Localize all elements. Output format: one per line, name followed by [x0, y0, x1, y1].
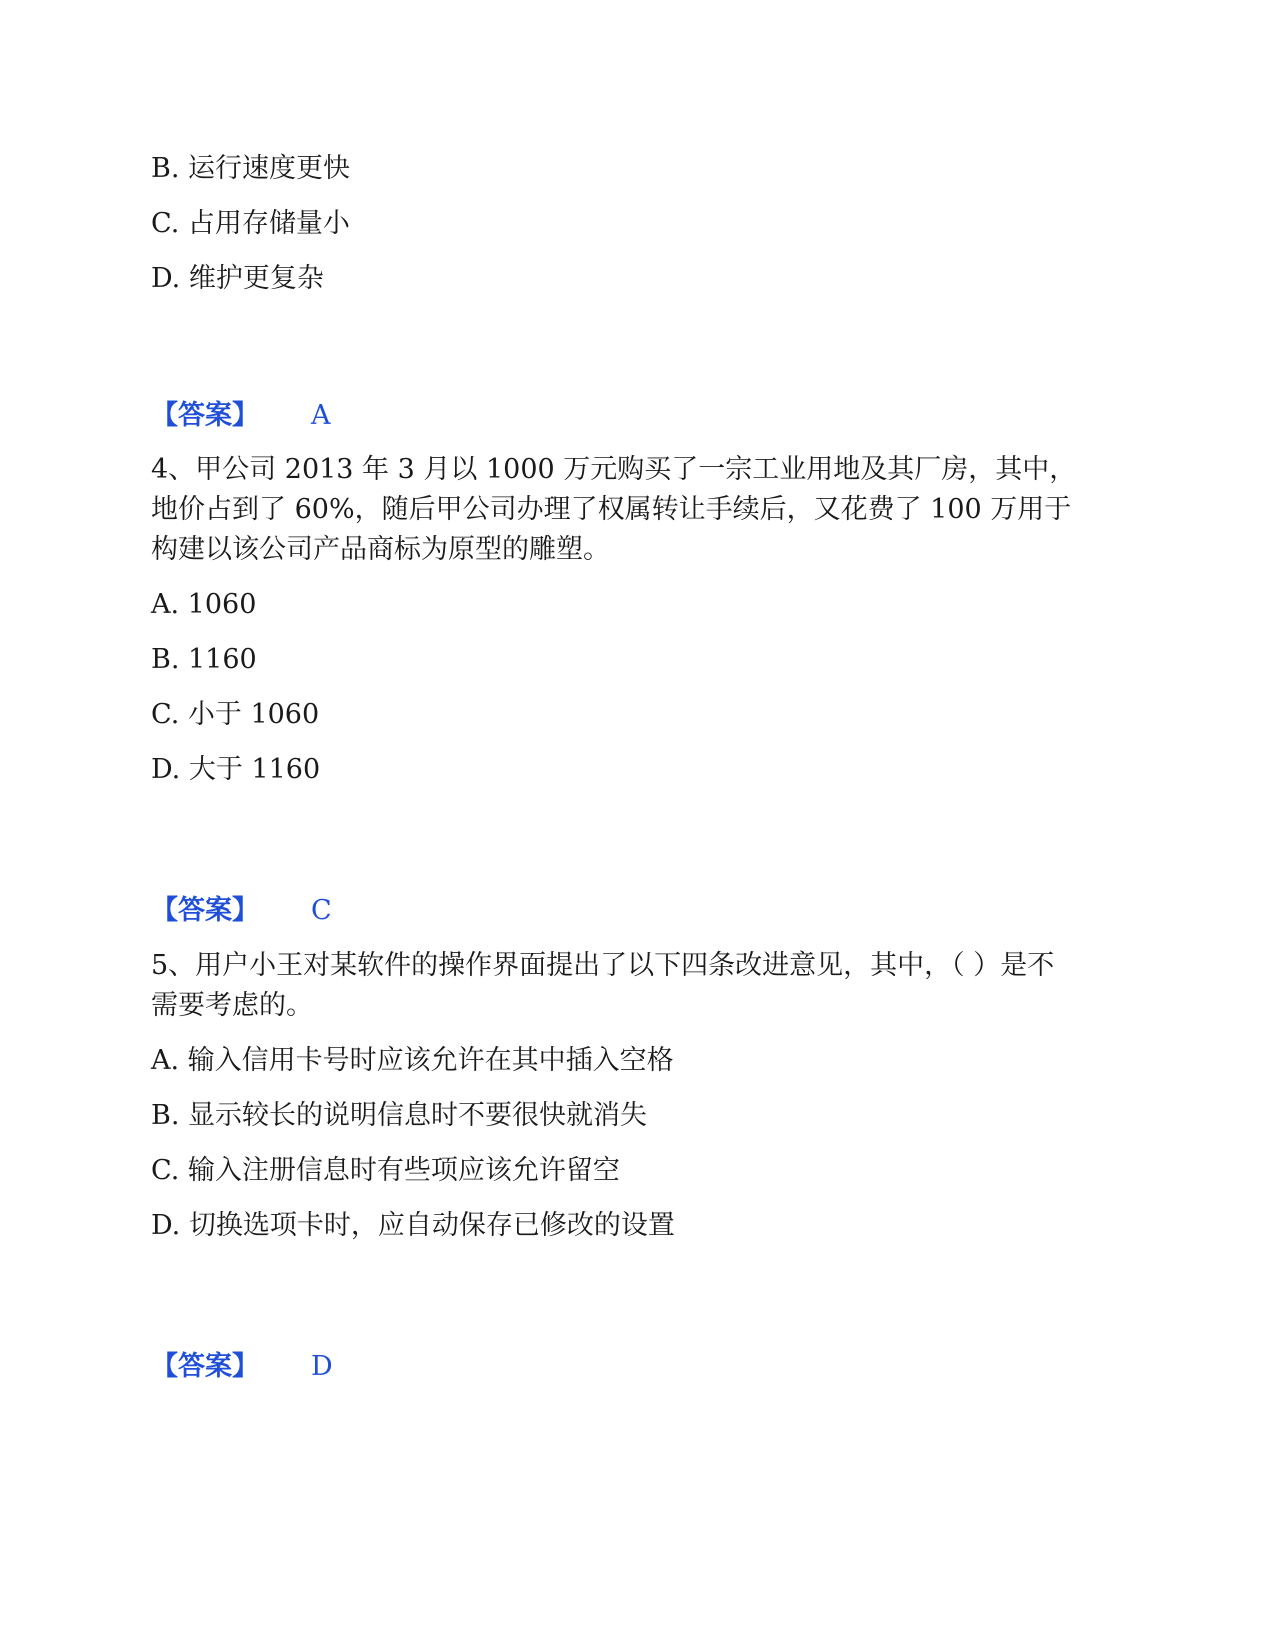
q5-stem-line-2: 需要考虑的。 [151, 990, 313, 1021]
q3-option-b: B. 运行速度更快 [151, 153, 351, 184]
q5-answer-label: 【答案】 [151, 1351, 259, 1382]
q4-answer-row [151, 891, 551, 931]
q3-answer-value: A [311, 400, 331, 431]
q3-answer-label: 【答案】 [151, 400, 259, 431]
q5-answer-row [151, 1347, 551, 1387]
q4-option-b: B. 1160 [151, 644, 257, 675]
q4-option-c: C. 小于 1060 [151, 699, 320, 730]
q4-answer-value: C [311, 895, 332, 926]
q5-option-b: B. 显示较长的说明信息时不要很快就消失 [151, 1100, 648, 1131]
q5-answer-value: D [311, 1351, 333, 1382]
q4-stem-line-1: 4、甲公司 2013 年 3 月以 1000 万元购买了一宗工业用地及其厂房，其中， [151, 454, 1077, 485]
q5-stem-line-1: 5、用户小王对某软件的操作界面提出了以下四条改进意见，其中，（ ）是不 [151, 950, 1055, 981]
q3-answer-row [151, 396, 551, 436]
q4-stem-line-2: 地价占到了 60%，随后甲公司办理了权属转让手续后，又花费了 100 万用于 [151, 494, 1072, 525]
q4-answer-label: 【答案】 [151, 895, 259, 926]
q4-stem-line-3: 构建以该公司产品商标为原型的雕塑。 [151, 534, 610, 565]
q4-option-a: A. 1060 [151, 589, 257, 620]
q5-option-d: D. 切换选项卡时，应自动保存已修改的设置 [151, 1210, 675, 1241]
q4-option-d: D. 大于 1160 [151, 754, 321, 785]
q5-option-c: C. 输入注册信息时有些项应该允许留空 [151, 1155, 620, 1186]
q3-option-c: C. 占用存储量小 [151, 208, 350, 239]
q3-option-d: D. 维护更复杂 [151, 263, 324, 294]
q5-option-a: A. 输入信用卡号时应该允许在其中插入空格 [151, 1045, 674, 1076]
